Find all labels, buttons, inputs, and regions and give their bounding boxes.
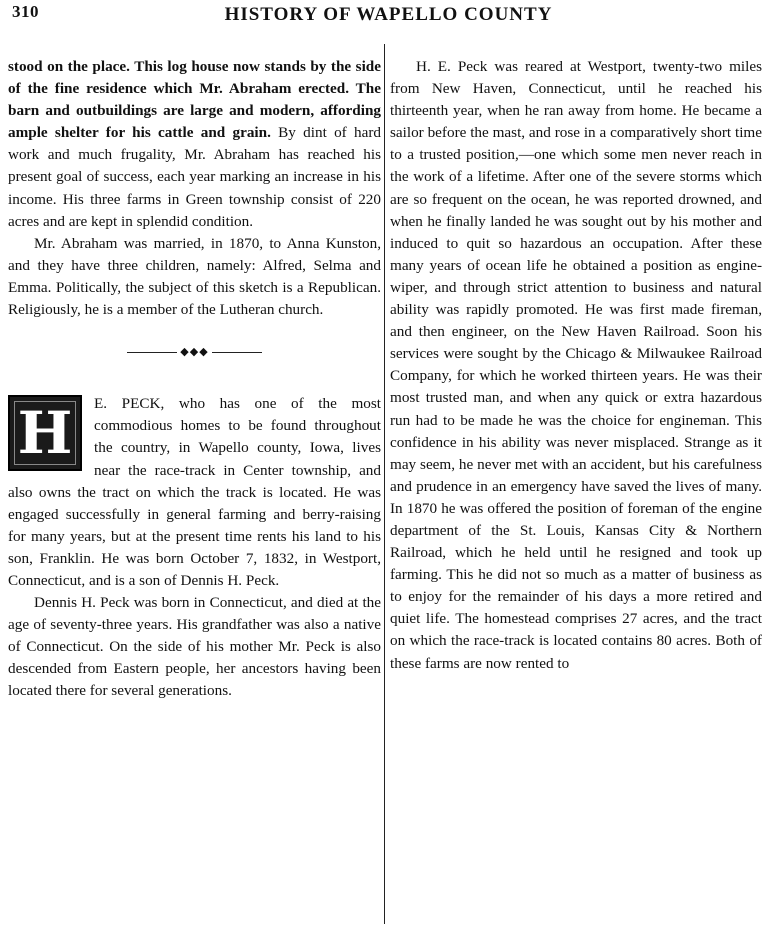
dennis-peck-paragraph: Dennis H. Peck was born in Connecticut, and died at the age of seventy-three years. His grandfather was also a native of Connecticut. On the side of his mother Mr. Peck is also descended from Eastern people, her ancestors having been located there for several generations.: [8, 594, 381, 700]
abraham-paragraph-1: [8, 56, 381, 233]
page-number: 310: [12, 2, 39, 21]
ornament-rule-right: [212, 352, 262, 353]
drop-cap-letter: H: [8, 395, 82, 471]
he-peck-paragraph: H. E. Peck was reared at Westport, twenty-two miles from New Haven, Connecticut, until he reached his thirteenth year, when he ran away from home. He became a sailor before the mast, and rose in a comparatively short time to a trusted position,—one which some men never reach in the work of a lifetime. After one of the severe storms which are so frequent on the ocean, he was reported drowned, and when he finally landed he was sought out by his mother and induced to quit so hazardous an occupation. After these many years of ocean life he obtained a position as engine-wiper, and through strict attention to business and natural ability was rapidly promoted. He was first made fireman, and then engineer, on the New Haven Railroad. Soon his services were sought by the Chicago & Milwaukee Railroad Company, for which he worked thirteen years. He was their most trusted man, and when any quick or extra hazardous run had to be made he was the choice for engineman. This confidence in his ability was never misplaced. Strange as it may seem, he never met with an accident, but his carefulness and prudence in an emergency have saved the lives of many. In 1870 he was offered the position of foreman of the engine department of the St. Louis, Kansas City & Northern Railroad, which he held until he resigned and took up farming. This he did not so much as a matter of business as to enjoy for the remainder of his days a more retired and quiet life. The homestead comprises 27 acres, and the tract on which the race-track is located contains 80 acres. Both of these farms are now rented to: [390, 58, 762, 672]
ornament-diamonds: ◆◆◆: [180, 346, 209, 359]
right-column: [390, 56, 762, 675]
paragraph-rest: By dint of hard work and much frugality, Mr. Abraham has reached his present goal of success, each year marking an increase in his income. His three farms in Green township consist of 220 acres and are kept in splendid condition.: [8, 124, 381, 230]
paragraph-bold-lead: stood on the place. This log house now stands by the side of the fine residence which Mr. Abraham erected. The barn and outbuildings are large and modern, affording ample shelter for his cattle and grain.: [8, 58, 381, 142]
peck-intro-paragraph: [8, 393, 381, 592]
section-ornament: [8, 341, 381, 363]
column-divider: [384, 44, 385, 924]
peck-intro-text: E. PECK, who has one of the most commodious homes to be found throughout the country, in Wapello county, Iowa, lives near the race-track in Center township, and also owns the tract on which the track is located. He was engaged successfully in general farming and berry-raising for many years, but at the present time rents his land to his son, Franklin. He was born October 7, 1832, in Westport, Connecticut, and is a son of Dennis H. Peck.: [8, 395, 381, 589]
left-column: [8, 56, 381, 703]
running-title: HISTORY OF WAPELLO COUNTY: [224, 4, 553, 25]
ornament-rule-left: [127, 352, 177, 353]
abraham-paragraph-2: Mr. Abraham was married, in 1870, to Anna Kunston, and they have three children, namely: Alfred, Selma and Emma. Politically, the subject of this sketch is a Republican. Religiously, he is a member of the Lutheran church.: [8, 234, 381, 319]
